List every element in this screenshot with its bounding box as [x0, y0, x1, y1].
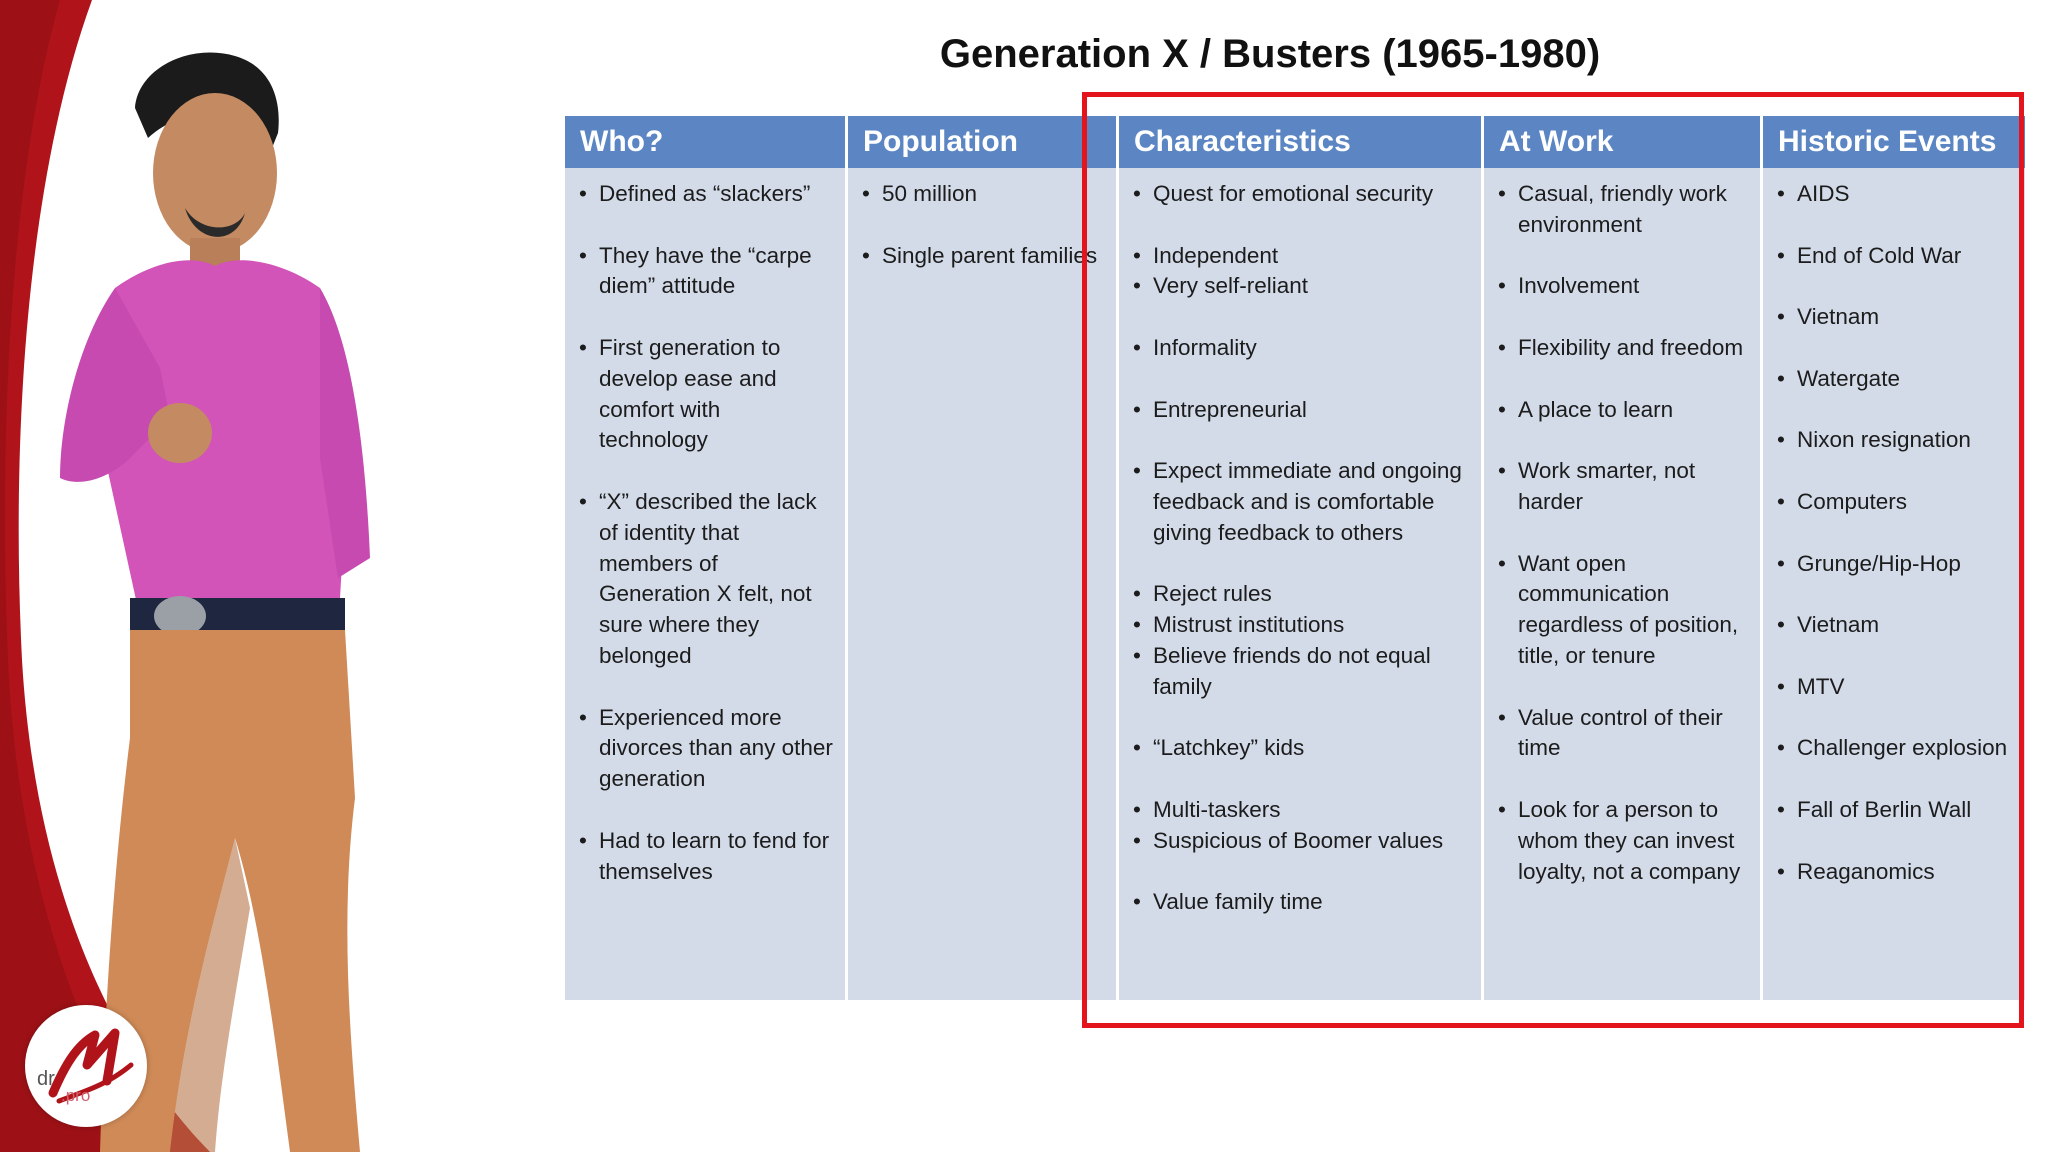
list-item: • MTV [1777, 672, 2015, 703]
list-item: • Value family time [1133, 887, 1471, 918]
list-item: • Vietnam [1777, 610, 2015, 641]
column-historic-events [1763, 116, 2025, 1000]
dr-pro-logo-mark [25, 1005, 147, 1127]
list-item: • “Latchkey” kids [1133, 733, 1471, 764]
list-item: • Vietnam [1777, 302, 2015, 333]
list-item: • A place to learn [1498, 395, 1750, 426]
list-item: • Suspicious of Boomer values [1133, 826, 1471, 857]
column-body [848, 168, 1116, 271]
list-item: • Believe friends do not equal family [1133, 641, 1471, 703]
list-item: • Involvement [1498, 271, 1750, 302]
list-item: • Value control of their time [1498, 703, 1750, 765]
list-item: • Computers [1777, 487, 2015, 518]
column-characteristics [1119, 116, 1481, 1000]
list-item: • Grunge/Hip-Hop [1777, 549, 2015, 580]
list-item: • Mistrust institutions [1133, 610, 1471, 641]
list-item: • Watergate [1777, 364, 2015, 395]
column-body [1484, 168, 1760, 887]
list-item: • Challenger explosion [1777, 733, 2015, 764]
list-item: • Work smarter, not harder [1498, 456, 1750, 518]
list-item: • First generation to develop ease and comfort with technology [579, 333, 835, 456]
column-header: At Work [1484, 116, 1760, 168]
list-item: • Had to learn to fend for themselves [579, 826, 835, 888]
dr-pro-logo [25, 1005, 147, 1127]
list-item: • Fall of Berlin Wall [1777, 795, 2015, 826]
list-item: • They have the “carpe diem” attitude [579, 241, 835, 303]
generation-table [565, 116, 2013, 1000]
column-at-work [1484, 116, 1760, 1000]
column-body [1119, 168, 1481, 918]
column-header: Characteristics [1119, 116, 1481, 168]
list-item: • Reaganomics [1777, 857, 2015, 888]
column-body [1763, 168, 2025, 887]
list-item: • 50 million [862, 179, 1106, 210]
column-header: Who? [565, 116, 845, 168]
list-item: • Flexibility and freedom [1498, 333, 1750, 364]
list-item: • Informality [1133, 333, 1471, 364]
column-population [848, 116, 1116, 1000]
logo-text-pro: .pro [61, 1086, 91, 1105]
list-item: • Expect immediate and ongoing feedback and is comfortable giving feedback to others [1133, 456, 1471, 548]
list-item: • AIDS [1777, 179, 2015, 210]
list-item: • “X” described the lack of identity that members of Generation X felt, not sure where they belonged [579, 487, 835, 672]
list-item: • Want open communication regardless of position, title, or tenure [1498, 549, 1750, 672]
list-item: • Quest for emotional security [1133, 179, 1471, 210]
list-item: • Defined as “slackers” [579, 179, 835, 210]
list-item: • Reject rules [1133, 579, 1471, 610]
list-item: • Entrepreneurial [1133, 395, 1471, 426]
list-item: • Independent [1133, 241, 1471, 272]
list-item: • Casual, friendly work environment [1498, 179, 1750, 241]
presenter-image [20, 38, 440, 1152]
logo-text-dr: dr [37, 1068, 55, 1090]
list-item: • Single parent families [862, 241, 1106, 272]
list-item: • Multi-taskers [1133, 795, 1471, 826]
list-item: • End of Cold War [1777, 241, 2015, 272]
list-item: • Look for a person to whom they can invest loyalty, not a company [1498, 795, 1750, 887]
list-item: • Nixon resignation [1777, 425, 2015, 456]
column-header: Population [848, 116, 1116, 168]
column-body [565, 168, 845, 887]
column-header: Historic Events [1763, 116, 2025, 168]
slide-title: Generation X / Busters (1965-1980) [939, 32, 1601, 76]
list-item: • Very self-reliant [1133, 271, 1471, 302]
list-item: • Experienced more divorces than any other generation [579, 703, 835, 795]
column-who [565, 116, 845, 1000]
